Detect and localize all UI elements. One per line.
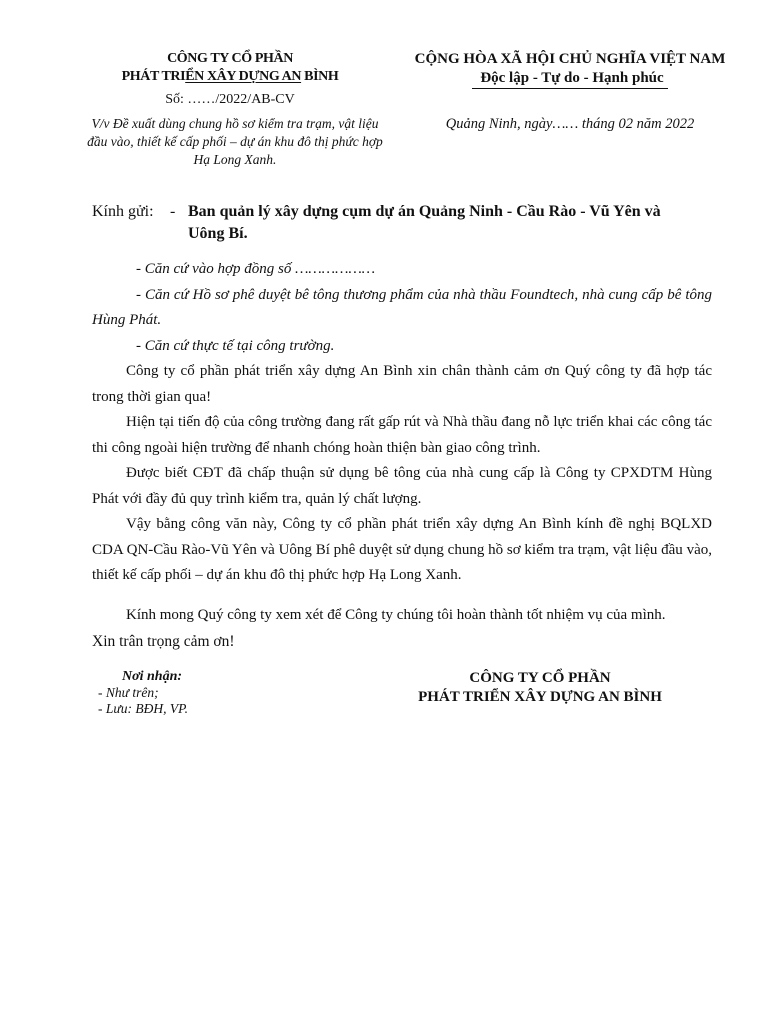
document-subject	[70, 115, 400, 169]
recipients-list-item: - Lưu: BĐH, VP.	[98, 701, 188, 716]
recipients-list-item: - Như trên;	[98, 685, 159, 700]
paragraph-hope: Kính mong Quý công ty xem xét để Công ty chúng tôi hoàn thành tốt nhiệm vụ của mình.	[126, 606, 666, 623]
signature-company-line1: CÔNG TY CỔ PHẦN	[469, 670, 611, 686]
recipient-name	[188, 201, 708, 245]
basis-approval: - Căn cứ Hồ sơ phê duyệt bê tông thương phẩm của nhà thầu Foundtech, nhà cung cấp bê tông Hùng Phát.	[92, 286, 712, 328]
paragraph-request: Vậy bằng công văn này, Công ty cổ phần phát triển xây dựng An Bình kính đề nghị BQLXD CDA QN-Cầu Rào-Vũ Yên và Uông Bí phê duyệt sử dụng chung hồ sơ kiểm tra trạm, vật liệu đầu vào, thiết kế cấp phối – dự án khu đô thị phức hợp Hạ Long Xanh.	[92, 516, 712, 583]
recipients-list	[98, 669, 298, 717]
company-name-line2-suffix: BÌNH	[301, 69, 339, 84]
nation-title: CỘNG HÒA XÃ HỘI CHỦ NGHĨA VIỆT NAM	[414, 51, 726, 67]
motto-text: Độc lập - Tự do - Hạnh phúc	[472, 69, 667, 89]
recipient-line2: Uông Bí.	[188, 225, 248, 242]
letter-body	[92, 257, 712, 628]
company-name-line2-prefix: PHÁT TRI	[121, 69, 186, 84]
place-date-line: Quảng Ninh, ngày…… tháng 02 năm 2022	[445, 116, 695, 132]
paragraph-progress: Hiện tại tiến độ của công trường đang rất gấp rút và Nhà thầu đang nỗ lực triển khai các công tác thi công ngoài hiện trường để nhanh chóng hoàn thiện bàn giao công trình.	[92, 414, 712, 456]
national-motto	[400, 69, 740, 89]
paragraph-supplier: Được biết CĐT đã chấp thuận sử dụng bê tông của nhà cung cấp là Công ty CPXDTM Hùng Phát với đầy đủ quy trình kiểm tra, quản lý chất lượng.	[92, 465, 712, 507]
subject-line3: Hạ Long Xanh.	[193, 152, 277, 167]
closing-regards: Xin trân trọng cảm ơn!	[92, 633, 235, 650]
subject-line2: đầu vào, thiết kế cấp phối – dự án khu đô thị phức hợp	[87, 134, 383, 149]
company-name-header	[90, 50, 370, 86]
signature-block	[395, 669, 685, 707]
paragraph-thanks: Công ty cổ phần phát triển xây dựng An Bình xin chân thành cảm ơn Quý công ty đã hợp tác trong thời gian qua!	[92, 363, 712, 405]
paragraph-spacer	[92, 589, 712, 603]
company-name-line2	[90, 68, 370, 86]
recipient-label: Kính gửi:	[92, 203, 154, 220]
signature-company-line2: PHÁT TRIỂN XÂY DỰNG AN BÌNH	[418, 689, 662, 705]
subject-line1: V/v Đề xuất dùng chung hồ sơ kiểm tra trạm, vật liệu	[91, 116, 379, 131]
recipient-dash: -	[170, 203, 176, 220]
company-name-line2-underlined: ỂN XÂY DỰNG AN	[185, 69, 302, 84]
company-name-line1: CÔNG TY CỔ PHẦN	[167, 51, 293, 66]
document-number: Số: ……/2022/AB-CV	[165, 92, 295, 107]
national-header	[400, 50, 740, 89]
recipient-line1: Ban quản lý xây dựng cụm dự án Quảng Ninh - Cầu Rào - Vũ Yên và	[188, 203, 661, 220]
basis-contract: - Căn cứ vào hợp đồng số ………………	[136, 261, 376, 277]
basis-site: - Căn cứ thực tế tại công trường.	[136, 337, 335, 354]
recipients-list-title: Nơi nhận:	[122, 669, 183, 684]
